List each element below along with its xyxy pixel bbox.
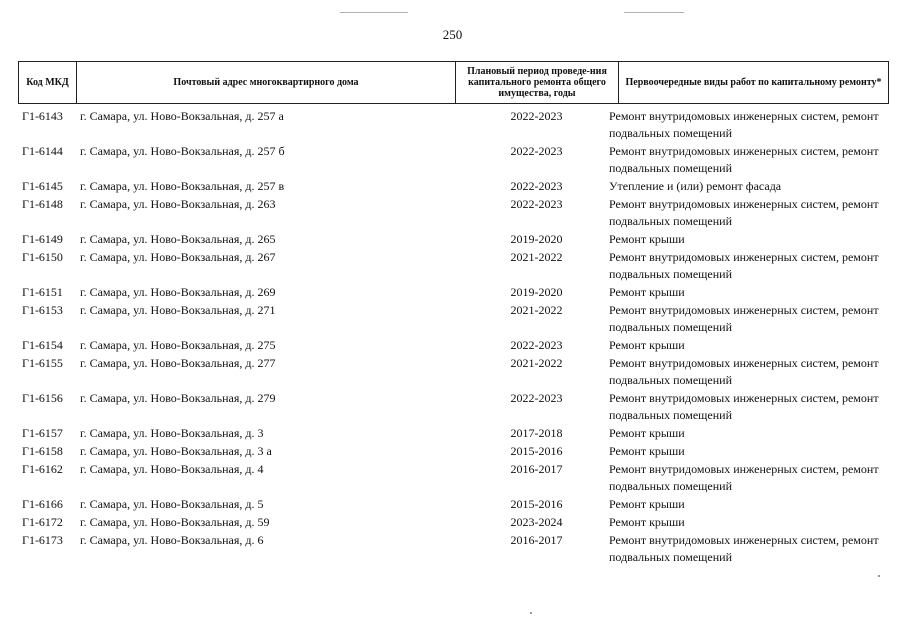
table-row xyxy=(18,284,889,302)
row-works: Ремонт крыши xyxy=(609,426,685,440)
row-period: 2021-2022 xyxy=(510,303,563,317)
table-row xyxy=(18,461,889,496)
table-row xyxy=(18,337,889,355)
row-works: Ремонт внутридомовых инженерных систем, ремонт подвальных помещений xyxy=(609,197,879,228)
row-works: Ремонт крыши xyxy=(609,338,685,352)
row-code: Г1-6154 xyxy=(22,338,63,352)
row-code: Г1-6144 xyxy=(22,144,63,158)
row-works: Ремонт крыши xyxy=(609,444,685,458)
table-row xyxy=(18,532,889,567)
table-row xyxy=(18,108,889,143)
scan-speck xyxy=(530,612,532,614)
header-period: Плановый период проведе-ния капитального ремонта общего имущества, годы xyxy=(456,62,619,103)
row-address: г. Самара, ул. Ново-Вокзальная, д. 6 xyxy=(80,533,264,547)
row-code: Г1-6162 xyxy=(22,462,63,476)
table-row xyxy=(18,231,889,249)
row-code: Г1-6153 xyxy=(22,303,63,317)
row-code: Г1-6151 xyxy=(22,285,63,299)
scan-speck xyxy=(878,575,880,577)
row-period: 2021-2022 xyxy=(510,250,563,264)
row-address: г. Самара, ул. Ново-Вокзальная, д. 265 xyxy=(80,232,276,246)
row-period: 2022-2023 xyxy=(510,109,563,123)
row-address: г. Самара, ул. Ново-Вокзальная, д. 5 xyxy=(80,497,264,511)
row-works: Ремонт внутридомовых инженерных систем, ремонт подвальных помещений xyxy=(609,109,879,140)
row-address: г. Самара, ул. Ново-Вокзальная, д. 275 xyxy=(80,338,276,352)
page-number: 250 xyxy=(442,27,463,42)
row-period: 2019-2020 xyxy=(510,232,563,246)
row-code: Г1-6157 xyxy=(22,426,63,440)
row-period: 2016-2017 xyxy=(510,533,563,547)
scan-artifact-right xyxy=(624,12,684,13)
row-works: Ремонт внутридомовых инженерных систем, ремонт подвальных помещений xyxy=(609,356,879,387)
row-address: г. Самара, ул. Ново-Вокзальная, д. 267 xyxy=(80,250,276,264)
row-works: Ремонт крыши xyxy=(609,497,685,511)
row-period: 2015-2016 xyxy=(510,444,563,458)
row-works: Ремонт внутридомовых инженерных систем, ремонт подвальных помещений xyxy=(609,391,879,422)
table-row xyxy=(18,443,889,461)
row-period: 2022-2023 xyxy=(510,197,563,211)
row-period: 2021-2022 xyxy=(510,356,563,370)
row-code: Г1-6143 xyxy=(22,109,63,123)
row-period: 2016-2017 xyxy=(510,462,563,476)
row-address: г. Самара, ул. Ново-Вокзальная, д. 271 xyxy=(80,303,276,317)
row-works: Утепление и (или) ремонт фасада xyxy=(609,179,782,193)
table-row xyxy=(18,302,889,337)
row-code: Г1-6155 xyxy=(22,356,63,370)
row-works: Ремонт внутридомовых инженерных систем, ремонт подвальных помещений xyxy=(609,250,879,281)
table-row xyxy=(18,143,889,178)
table-row xyxy=(18,249,889,284)
row-code: Г1-6173 xyxy=(22,533,63,547)
row-address: г. Самара, ул. Ново-Вокзальная, д. 257 а xyxy=(80,109,284,123)
table-row xyxy=(18,178,889,196)
row-period: 2015-2016 xyxy=(510,497,563,511)
row-address: г. Самара, ул. Ново-Вокзальная, д. 257 в xyxy=(80,179,285,193)
row-period: 2022-2023 xyxy=(510,179,563,193)
row-works: Ремонт внутридомовых инженерных систем, ремонт подвальных помещений xyxy=(609,533,879,564)
row-code: Г1-6150 xyxy=(22,250,63,264)
row-address: г. Самара, ул. Ново-Вокзальная, д. 257 б xyxy=(80,144,285,158)
row-period: 2019-2020 xyxy=(510,285,563,299)
table-row xyxy=(18,425,889,443)
row-period: 2022-2023 xyxy=(510,391,563,405)
row-period: 2017-2018 xyxy=(510,426,563,440)
row-address: г. Самара, ул. Ново-Вокзальная, д. 277 xyxy=(80,356,276,370)
row-works: Ремонт внутридомовых инженерных систем, ремонт подвальных помещений xyxy=(609,303,879,334)
row-address: г. Самара, ул. Ново-Вокзальная, д. 3 а xyxy=(80,444,272,458)
row-address: г. Самара, ул. Ново-Вокзальная, д. 279 xyxy=(80,391,276,405)
table-row xyxy=(18,496,889,514)
row-address: г. Самара, ул. Ново-Вокзальная, д. 263 xyxy=(80,197,276,211)
table-row xyxy=(18,390,889,425)
row-works: Ремонт крыши xyxy=(609,232,685,246)
row-period: 2022-2023 xyxy=(510,338,563,352)
row-period: 2023-2024 xyxy=(510,515,563,529)
row-period: 2022-2023 xyxy=(510,144,563,158)
header-address: Почтовый адрес многоквартирного дома xyxy=(77,62,456,103)
row-address: г. Самара, ул. Ново-Вокзальная, д. 4 xyxy=(80,462,264,476)
row-code: Г1-6172 xyxy=(22,515,63,529)
row-address: г. Самара, ул. Ново-Вокзальная, д. 59 xyxy=(80,515,270,529)
row-code: Г1-6156 xyxy=(22,391,63,405)
table-body xyxy=(18,108,889,567)
row-works: Ремонт крыши xyxy=(609,285,685,299)
row-code: Г1-6166 xyxy=(22,497,63,511)
row-works: Ремонт внутридомовых инженерных систем, ремонт подвальных помещений xyxy=(609,144,879,175)
header-code: Код МКД xyxy=(19,62,77,103)
row-code: Г1-6149 xyxy=(22,232,63,246)
row-code: Г1-6145 xyxy=(22,179,63,193)
row-works: Ремонт внутридомовых инженерных систем, ремонт подвальных помещений xyxy=(609,462,879,493)
table-row xyxy=(18,355,889,390)
row-code: Г1-6158 xyxy=(22,444,63,458)
table-row xyxy=(18,196,889,231)
row-code: Г1-6148 xyxy=(22,197,63,211)
row-works: Ремонт крыши xyxy=(609,515,685,529)
table-row xyxy=(18,514,889,532)
header-works: Первоочередные виды работ по капитальному ремонту* xyxy=(625,77,882,88)
table-header xyxy=(18,61,889,104)
row-address: г. Самара, ул. Ново-Вокзальная, д. 3 xyxy=(80,426,264,440)
scan-artifact-left xyxy=(340,12,408,13)
row-address: г. Самара, ул. Ново-Вокзальная, д. 269 xyxy=(80,285,276,299)
